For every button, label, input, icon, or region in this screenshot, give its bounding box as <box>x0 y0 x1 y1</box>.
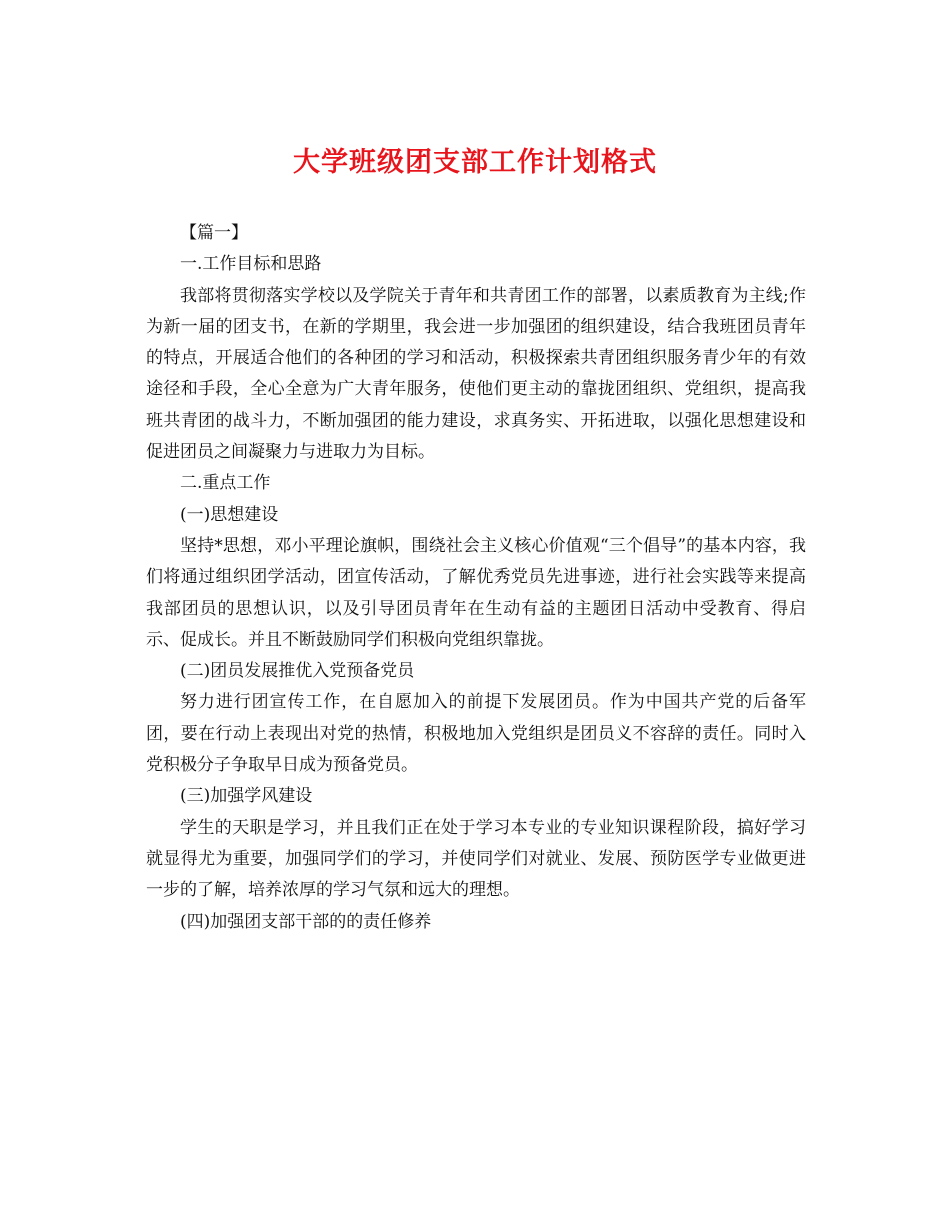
document-body <box>146 218 806 938</box>
paragraph: 坚持*思想，邓小平理论旗帜，围绕社会主义核心价值观“三个倡导”的基本内容，我们将通过组织团学活动，团宣传活动，了解优秀党员先进事迹，进行社会实践等来提高我部团员的思想认识，以及引导团员青年在生动有益的主题团日活动中受教育、得启示、促成长。并且不断鼓励同学们积极向党组织靠拢。 <box>146 535 806 650</box>
section-label: 【篇一】 <box>180 223 248 243</box>
section-heading: 一.工作目标和思路 <box>180 254 322 275</box>
subsection-heading: (四)加强团支部干部的的责任修养 <box>180 911 432 932</box>
document-title: 大学班级团支部工作计划格式 <box>293 147 657 178</box>
paragraph: 我部将贯彻落实学校以及学院关于青年和共青团工作的部署，以素质教育为主线;作为新一届的团支书，在新的学期里，我会进一步加强团的组织建设，结合我班团员青年的特点，开展适合他们的各种团的学习和活动，积极探索共青团组织服务青少年的有效途径和手段，全心全意为广大青年服务，使他们更主动的靠拢团组织、党组织，提高我班共青团的战斗力，不断加强团的能力建设，求真务实、开拓进取，以强化思想建设和促进团员之间凝聚力与进取力为目标。 <box>146 285 806 463</box>
subsection-heading: (一)思想建设 <box>180 504 279 525</box>
subsection-heading: (三)加强学风建设 <box>180 786 313 807</box>
section-heading: 二.重点工作 <box>180 473 271 494</box>
paragraph: 学生的天职是学习，并且我们正在处于学习本专业的专业知识课程阶段，搞好学习就显得尤为重要，加强同学们的学习，并使同学们对就业、发展、预防医学专业做更进一步的了解，培养浓厚的学习气氛和远大的理想。 <box>146 817 806 901</box>
subsection-heading: (二)团员发展推优入党预备党员 <box>180 661 415 682</box>
paragraph: 努力进行团宣传工作，在自愿加入的前提下发展团员。作为中国共产党的后备军团，要在行动上表现出对党的热情，积极地加入党组织是团员义不容辞的责任。同时入党积极分子争取早日成为预备党员。 <box>146 692 806 776</box>
